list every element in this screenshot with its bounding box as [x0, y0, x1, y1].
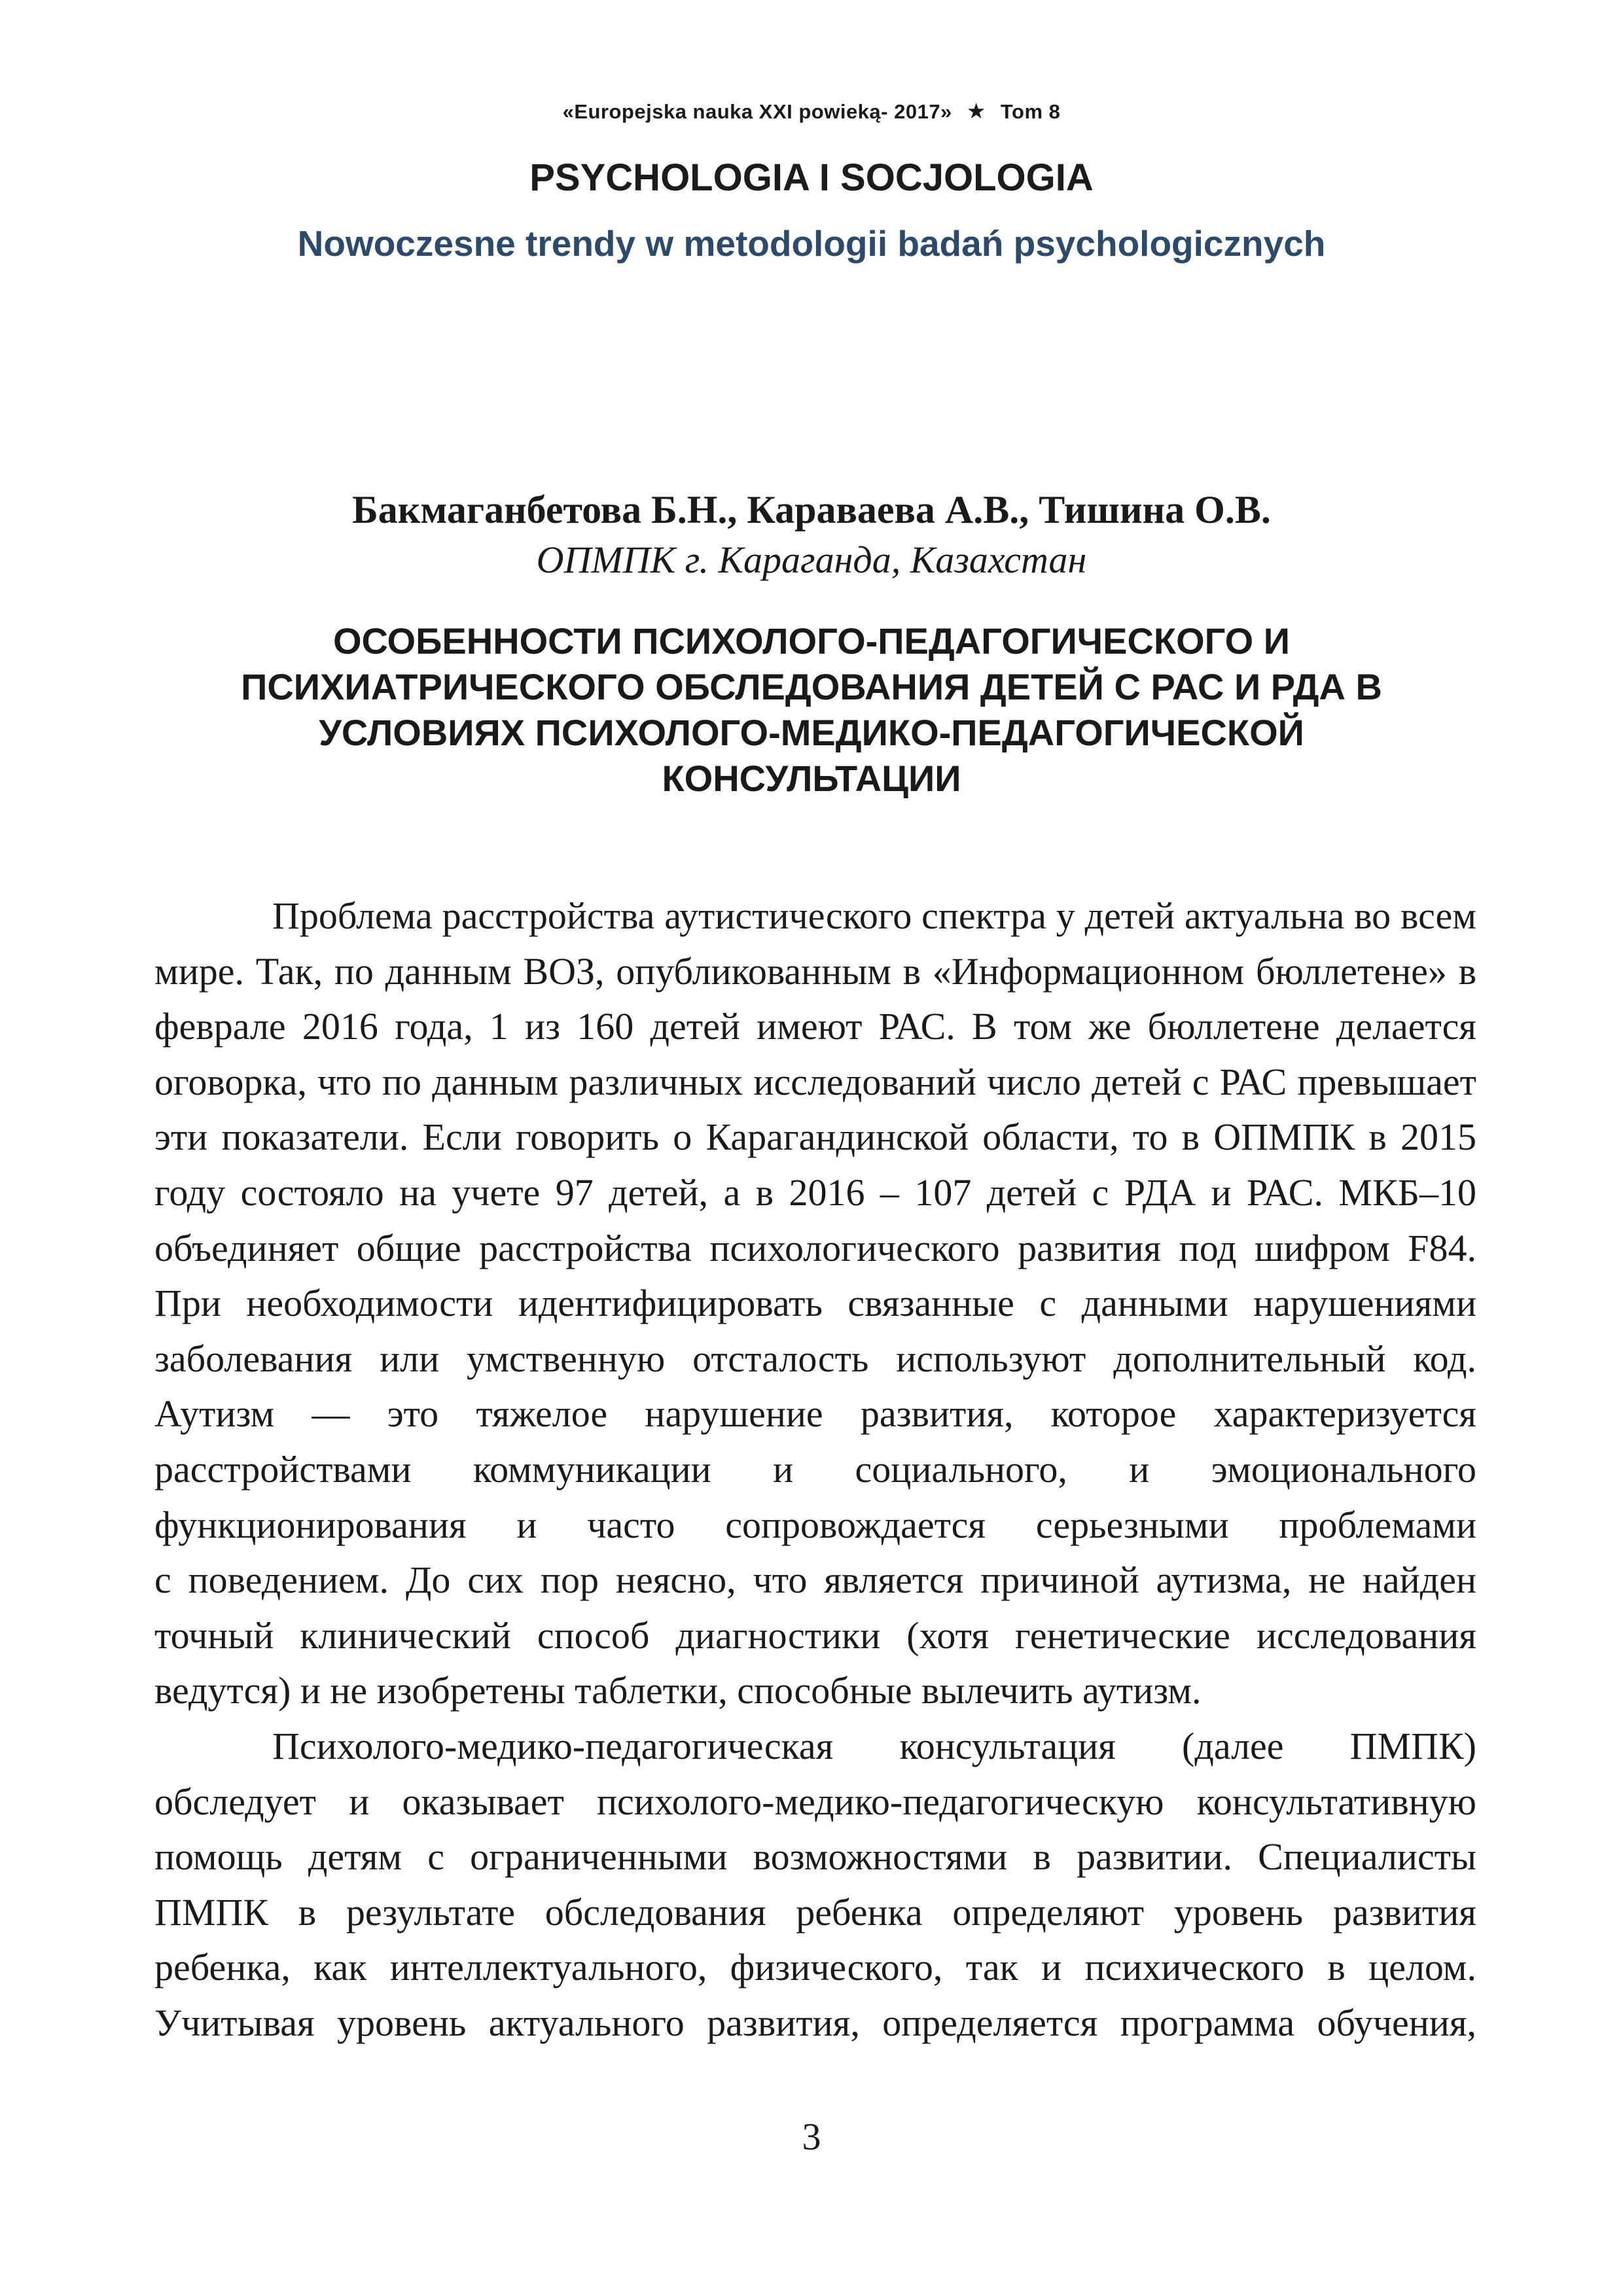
article-title-line: ПСИХИАТРИЧЕСКОГО ОБСЛЕДОВАНИЯ ДЕТЕЙ С РАС И РДА В: [241, 666, 1382, 707]
text-line: ПМПК в результате обследования ребенка определяют уровень развития: [154, 1890, 1476, 1934]
paragraph-2: [154, 1719, 1476, 2051]
text-line: точный клинический способ диагностики (хотя генетические исследования: [154, 1614, 1476, 1657]
running-header: [0, 98, 1623, 124]
article-title-line: КОНСУЛЬТАЦИИ: [662, 758, 961, 799]
page-number: 3: [802, 2115, 821, 2158]
section-title: PSYCHOLOGIA I SOCJOLOGIA: [529, 156, 1094, 199]
text-line: эти показатели. Если говорить о Карагандинской области, то в ОПМПК в 2015: [154, 1116, 1476, 1159]
text-line: ребенка, как интеллектуального, физического, так и психического в целом.: [154, 1946, 1476, 1989]
text-line: При необходимости идентифицировать связанные с данными нарушениями: [154, 1282, 1476, 1325]
paragraph-1: [154, 889, 1476, 1719]
text-line: расстройствами коммуникации и социального, и эмоционального: [154, 1447, 1476, 1491]
text-line: помощь детям с ограниченными возможностями в развитии. Специалисты: [154, 1835, 1476, 1879]
text-line: оговорка, что по данным различных исследований число детей с РАС превышает: [154, 1060, 1476, 1103]
text-line: Проблема расстройства аутистического спектра у детей актуальна во всем: [272, 894, 1476, 937]
volume-label: Tom 8: [1000, 100, 1061, 123]
text-line: заболевания или умственную отсталость используют дополнительный код.: [154, 1337, 1476, 1380]
journal-name: «Europejska nauka XXI powieką- 2017»: [562, 100, 952, 123]
text-line: мире. Так, по данным ВОЗ, опубликованным в «Информационном бюллетене» в: [154, 949, 1476, 993]
text-line: объединяет общие расстройства психологического развития под шифром F84.: [154, 1226, 1476, 1269]
text-line: феврале 2016 года, 1 из 160 детей имеют РАС. В том же бюллетене делается: [154, 1005, 1476, 1048]
text-line: функционирования и часто сопровождается серьезными проблемами: [154, 1503, 1476, 1546]
star-icon: ★: [966, 99, 986, 123]
article-body: [154, 889, 1476, 2051]
section-subtitle: Nowoczesne trendy w metodologii badań psychologicznych: [297, 223, 1326, 264]
text-line: с поведением. До сих пор неясно, что является причиной аутизма, не найден: [154, 1559, 1476, 1602]
text-line: обследует и оказывает психолого-медико-педагогическую консультативную: [154, 1780, 1476, 1823]
article-affiliation: ОПМПК г. Караганда, Казахстан: [536, 539, 1087, 581]
text-line: Психолого-медико-педагогическая консультация (далее ПМПК): [272, 1724, 1476, 1767]
article-title-line: УСЛОВИЯХ ПСИХОЛОГО-МЕДИКО-ПЕДАГОГИЧЕСКОЙ: [319, 712, 1304, 753]
text-line: Учитывая уровень актуального развития, определяется программа обучения,: [154, 2001, 1476, 2044]
text-line: ведутся) и не изобретены таблетки, способные вылечить аутизм.: [154, 1669, 1202, 1712]
text-line: году состояло на учете 97 детей, а в 2016 – 107 детей с РДА и РАС. МКБ–10: [154, 1171, 1476, 1214]
text-line: Аутизм — это тяжелое нарушение развития, которое характеризуется: [154, 1392, 1476, 1436]
article-title: [157, 618, 1466, 802]
article-authors: Бакмаганбетова Б.Н., Караваева А.В., Тишина О.В.: [352, 488, 1271, 531]
article-title-line: ОСОБЕННОСТИ ПСИХОЛОГО-ПЕДАГОГИЧЕСКОГО И: [332, 620, 1291, 662]
